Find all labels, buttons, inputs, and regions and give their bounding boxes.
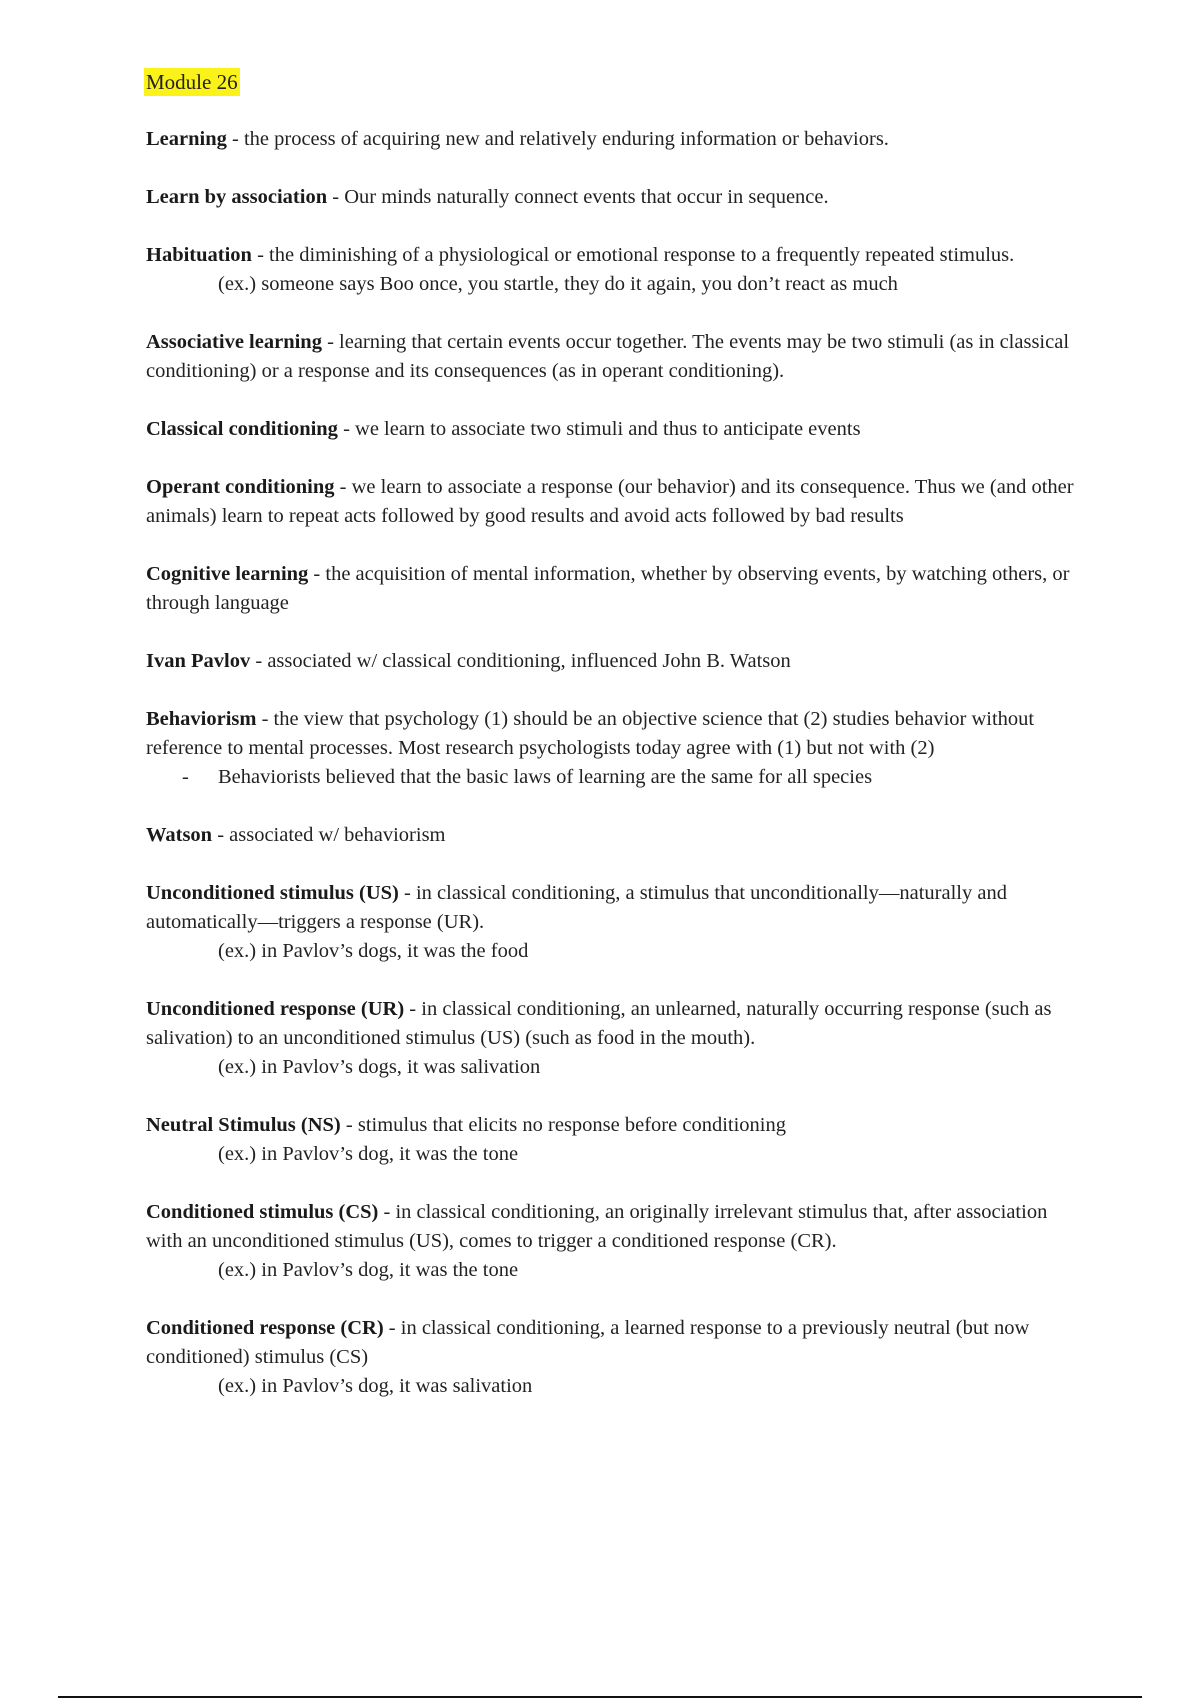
definition: Our minds naturally connect events that occur in sequence. [344, 186, 829, 208]
term: Habituation [146, 244, 252, 266]
bullet-item [146, 763, 1086, 792]
entry-neutral-stimulus [146, 1111, 1086, 1169]
separator: - [321, 331, 340, 353]
term: Neutral Stimulus (NS) [146, 1114, 341, 1136]
separator: - [251, 244, 270, 266]
term: Classical conditioning [146, 418, 338, 440]
term: Conditioned stimulus (CS) [146, 1201, 379, 1223]
example: (ex.) in Pavlov’s dog, it was the tone [218, 1143, 519, 1165]
example: (ex.) someone says Boo once, you startle, they do it again, you don’t react as much [218, 273, 898, 295]
term: Conditioned response (CR) [146, 1317, 384, 1339]
term: Learning [146, 128, 227, 150]
definition: associated w/ classical conditioning, influenced John B. Watson [267, 650, 791, 672]
bullet-dash: - [182, 766, 189, 788]
definition: stimulus that elicits no response before conditioning [357, 1114, 786, 1136]
definition: in classical conditioning, a stimulus that unconditionally—naturally and automatically—triggers a response (UR). [146, 882, 1007, 933]
definition: learning that certain events occur together. The events may be two stimuli (as in classical conditioning) or a response and its consequences (as in operant conditioning). [146, 331, 1070, 382]
definition: associated w/ behaviorism [229, 824, 446, 846]
entry-conditioned-response [146, 1314, 1086, 1401]
entry-habituation [146, 241, 1086, 299]
separator: - [212, 824, 230, 846]
term: Cognitive learning [146, 563, 309, 585]
separator: - [256, 708, 274, 730]
entry-classical-conditioning [146, 415, 1086, 444]
definition: the diminishing of a physiological or emotional response to a frequently repeated stimulus. [269, 244, 1015, 266]
separator: - [334, 476, 352, 498]
entry-unconditioned-stimulus [146, 879, 1086, 966]
term: Learn by association [146, 186, 328, 208]
definition: the view that psychology (1) should be an objective science that (2) studies behavior without reference to mental processes. Most research psychologists today agree with (1) but not with (2) [146, 708, 1035, 759]
entry-operant-conditioning [146, 473, 1086, 531]
separator: - [340, 1114, 358, 1136]
entry-watson [146, 821, 1086, 850]
separator: - [404, 998, 422, 1020]
module-title: Module 26 [146, 70, 238, 94]
separator: - [383, 1317, 401, 1339]
term: Unconditioned response (UR) [146, 998, 405, 1020]
separator: - [378, 1201, 396, 1223]
term: Watson [146, 824, 213, 846]
definition: in classical conditioning, an originally irrelevant stimulus that, after association with an unconditioned stimulus (US), comes to trigger a conditioned response (CR). [146, 1201, 1048, 1252]
page-bottom-rule [58, 1696, 1142, 1698]
definition: in classical conditioning, a learned response to a previously neutral (but now conditioned) stimulus (CS) [146, 1317, 1030, 1368]
example: (ex.) in Pavlov’s dog, it was the tone [218, 1259, 519, 1281]
term: Associative learning [146, 331, 322, 353]
example: (ex.) in Pavlov’s dogs, it was salivation [218, 1056, 541, 1078]
definition: the process of acquiring new and relatively enduring information or behaviors. [243, 128, 889, 150]
definition: in classical conditioning, an unlearned, naturally occurring response (such as salivation) to an unconditioned stimulus (US) (such as food in the mouth). [146, 998, 1052, 1049]
entry-unconditioned-response [146, 995, 1086, 1082]
entry-learning [146, 125, 1086, 154]
entry-cognitive-learning [146, 560, 1086, 618]
separator: - [226, 128, 244, 150]
definition: we learn to associate two stimuli and thus to anticipate events [355, 418, 861, 440]
term: Behaviorism [146, 708, 257, 730]
separator: - [337, 418, 356, 440]
entry-ivan-pavlov [146, 647, 1086, 676]
entry-conditioned-stimulus [146, 1198, 1086, 1285]
term: Operant conditioning [146, 476, 335, 498]
term: Ivan Pavlov [146, 650, 251, 672]
entry-behaviorism [146, 705, 1086, 792]
entry-associative-learning [146, 328, 1086, 386]
example: (ex.) in Pavlov’s dogs, it was the food [218, 940, 529, 962]
example: (ex.) in Pavlov’s dog, it was salivation [218, 1375, 533, 1397]
separator: - [327, 186, 345, 208]
bullet-text: Behaviorists believed that the basic laws of learning are the same for all species [218, 766, 873, 788]
term: Unconditioned stimulus (US) [146, 882, 399, 904]
separator: - [398, 882, 416, 904]
separator: - [308, 563, 326, 585]
separator: - [250, 650, 268, 672]
notes-page [146, 68, 1086, 1401]
definition: the acquisition of mental information, whether by observing events, by watching others, or through language [146, 563, 1070, 614]
entry-learn-by-association [146, 183, 1086, 212]
definition: we learn to associate a response (our behavior) and its consequence. Thus we (and other animals) learn to repeat acts followed by good results and avoid acts followed by bad results [146, 476, 1074, 527]
